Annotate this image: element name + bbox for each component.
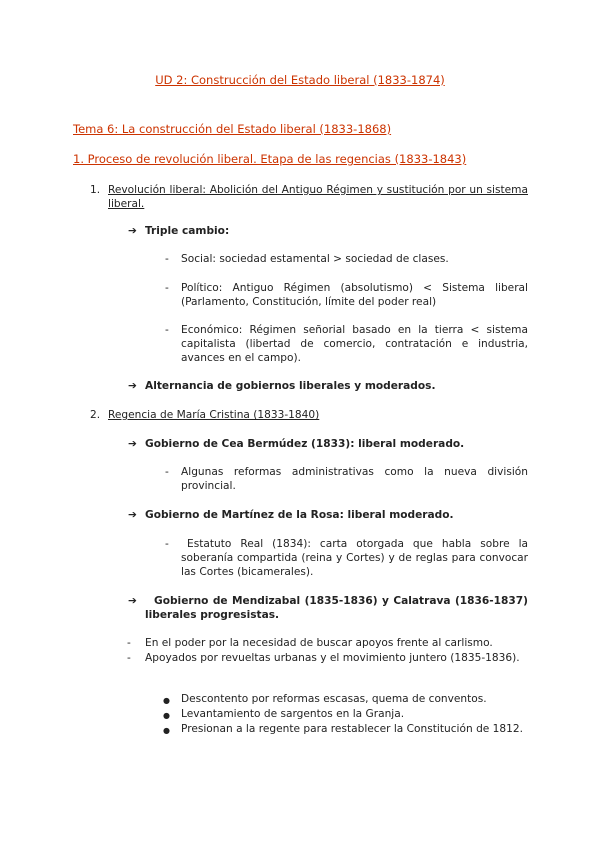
arrow-icon: ➔ [128,509,137,521]
outer-dash-item: Apoyados por revueltas urbanas y el movimiento juntero (1835-1836). [145,652,520,664]
arrow-item: Gobierno de Martínez de la Rosa: liberal moderado. [145,509,454,521]
dash-icon: - [165,253,169,265]
dash-icon: - [127,637,131,649]
outer-dash-item: En el poder por la necesidad de buscar apoyos frente al carlismo. [145,637,493,649]
bullet-icon: ● [163,711,170,720]
dash-icon: - [165,538,169,550]
bullet-item: Levantamiento de sargentos en la Granja. [181,708,405,720]
arrow-icon: ➔ [128,438,137,450]
arrow-item: Triple cambio: [145,225,230,237]
section-title: 1. Proceso de revolución liberal. Etapa de las regencias (1833-1843) [73,152,467,166]
bullet-icon: ● [163,696,170,705]
bullet-item: Presionan a la regente para restablecer la Constitución de 1812. [181,723,524,735]
dash-item: Estatuto Real (1834): carta otorgada que habla sobre la soberanía compartida (reina y Cortes) y de reglas para convocar las Cortes (bicamerales). [181,538,528,578]
arrow-item: Alternancia de gobiernos liberales y moderados. [145,380,436,392]
bullet-item: Descontento por reformas escasas, quema de conventos. [181,693,487,705]
unit-title: UD 2: Construcción del Estado liberal (1833-1874) [155,73,445,87]
list-heading: Revolución liberal: Abolición del Antiguo Régimen y sustitución por un sistema liberal. [108,184,528,210]
dash-icon: - [165,324,169,336]
arrow-item: Gobierno de Cea Bermúdez (1833): liberal moderado. [145,438,465,450]
list-number: 1. [90,184,101,196]
list-number: 2. [90,409,101,421]
arrow-item: Gobierno de Mendizabal (1835-1836) y Calatrava (1836-1837) liberales progresistas. [145,595,528,621]
arrow-icon: ➔ [128,380,137,392]
arrow-icon: ➔ [128,595,137,607]
dash-item: Algunas reformas administrativas como la nueva división provincial. [181,466,528,492]
tema-title: Tema 6: La construcción del Estado liberal (1833-1868) [73,122,392,136]
dash-item: Social: sociedad estamental > sociedad de clases. [181,253,449,265]
arrow-icon: ➔ [128,225,137,237]
dash-item: Económico: Régimen señorial basado en la tierra < sistema capitalista (libertad de comercio, contratación e industria, avances en el campo). [181,324,528,364]
list-heading: Regencia de María Cristina (1833-1840) [108,409,320,421]
dash-icon: - [165,466,169,478]
dash-icon: - [127,652,131,664]
dash-icon: - [165,282,169,294]
bullet-icon: ● [163,726,170,735]
dash-item: Político: Antiguo Régimen (absolutismo) < Sistema liberal (Parlamento, Constitución, límite del poder real) [181,282,528,308]
